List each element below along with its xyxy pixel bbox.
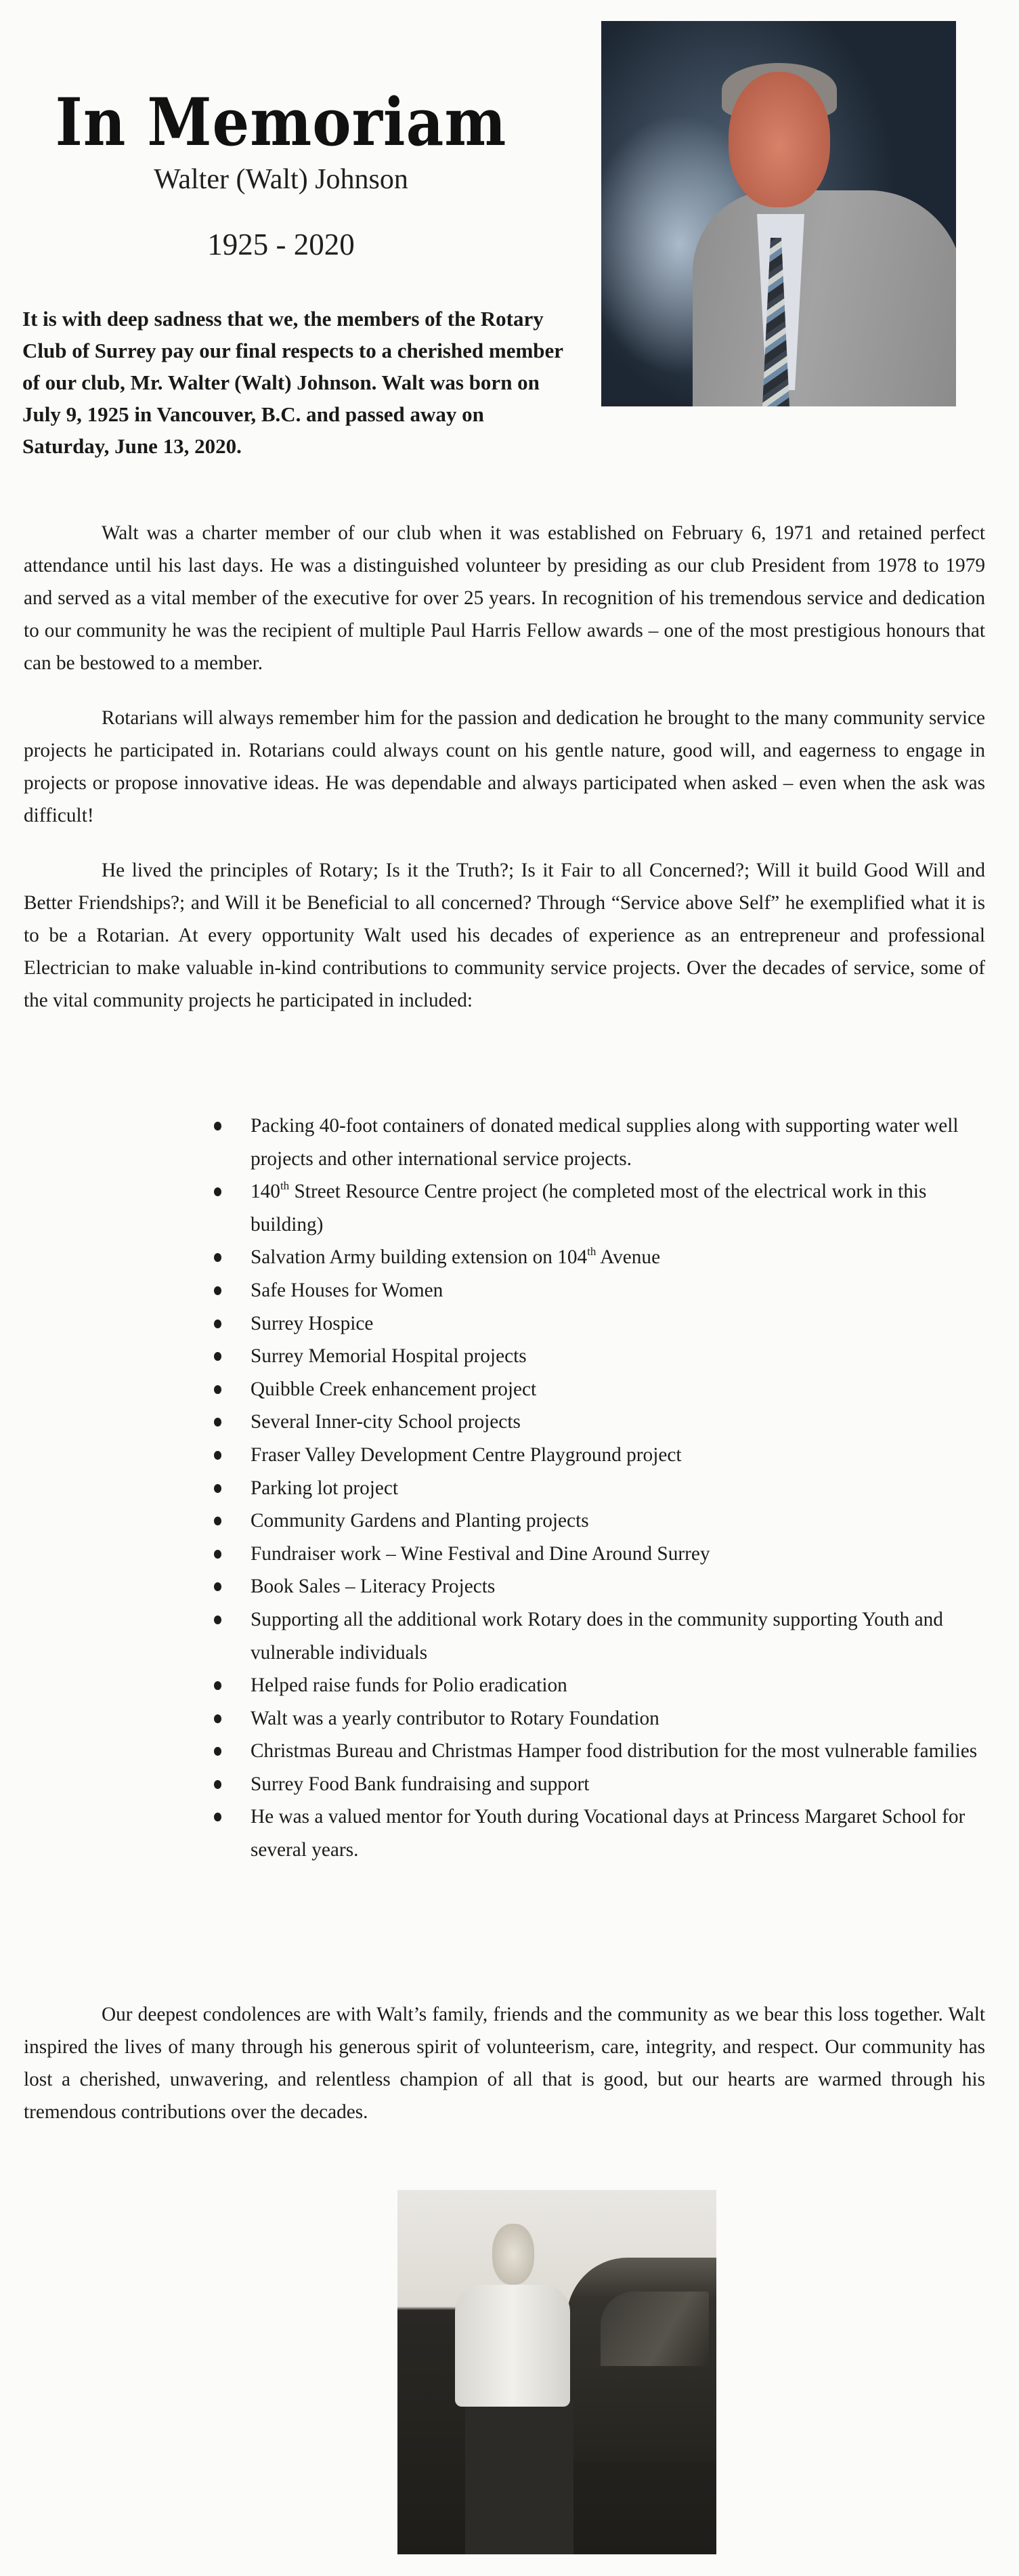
bullet-icon: [214, 1451, 221, 1460]
project-list-item: [210, 1307, 989, 1340]
portrait-face: [729, 72, 830, 207]
portrait-photo: [601, 21, 956, 406]
life-dates: 1925 - 2020: [207, 228, 355, 261]
bullet-icon: [214, 1286, 221, 1295]
project-list-item: [210, 1800, 989, 1866]
bullet-icon: [214, 1319, 221, 1328]
bullet-icon: [214, 1122, 221, 1131]
project-text: Several Inner-city School projects: [251, 1411, 521, 1433]
ordinal-suffix: th: [280, 1179, 290, 1193]
project-list-item: [210, 1439, 989, 1472]
project-list-item: [210, 1702, 989, 1735]
project-list-item: [210, 1340, 989, 1373]
project-text: He was a valued mentor for Youth during Vocational days at Princess Margaret School for several years.: [251, 1806, 966, 1861]
project-list-item: [210, 1538, 989, 1571]
project-text: Community Gardens and Planting projects: [251, 1510, 589, 1532]
bullet-icon: [214, 1582, 221, 1591]
project-text: Parking lot project: [251, 1477, 399, 1499]
project-list-item: [210, 1504, 989, 1538]
project-text: Surrey Food Bank fundraising and support: [251, 1773, 590, 1795]
project-list-item: [210, 1241, 989, 1274]
closing-section: [24, 1998, 985, 2151]
figure-trousers: [465, 2400, 573, 2554]
project-text: Avenue: [596, 1246, 661, 1269]
vintage-photo: [397, 2190, 716, 2554]
bullet-icon: [214, 1616, 221, 1624]
bullet-icon: [214, 1780, 221, 1789]
paragraph-charter-member: Walt was a charter member of our club when it was established on February 6, 1971 and retained perfect attendance until his last days. He was a distinguished volunteer by presiding as our club President from 1978 to 1979 and served as a vital member of the executive for over 25 years. In recognition of his tremendous service and dedication to our community he was the recipient of multiple Paul Harris Fellow awards – one of the most prestigious honours that can be bestowed to a member.: [24, 522, 985, 674]
project-text: Street Resource Centre project (he completed most of the electrical work in this building): [251, 1181, 927, 1236]
project-list-item: [210, 1735, 989, 1768]
project-text: Walt was a yearly contributor to Rotary Foundation: [251, 1707, 659, 1729]
project-text: Surrey Memorial Hospital projects: [251, 1345, 527, 1368]
honoree-name: Walter (Walt) Johnson: [154, 164, 408, 195]
bullet-icon: [214, 1253, 221, 1262]
paragraph-condolences: Our deepest condolences are with Walt’s family, friends and the community as we bear this loss together. Walt inspired the lives of many through his generous spirit of volunteerism, care, integrity, and respect. Our community has lost a cherished, unwavering, and relentless champion of all that is good, but our hearts are warmed through his tremendous contributions over the decades.: [24, 2004, 985, 2123]
project-list-item: [210, 1175, 989, 1241]
bullet-icon: [214, 1517, 221, 1525]
project-list-item: [210, 1373, 989, 1406]
bullet-icon: [214, 1714, 221, 1723]
figure-head: [492, 2224, 534, 2285]
car-window: [601, 2292, 709, 2366]
project-list-item: [210, 1110, 989, 1175]
project-list-item: [210, 1603, 989, 1669]
paragraph-principles: He lived the principles of Rotary; Is it the Truth?; Is it Fair to all Concerned?; Will it build Good Will and Better Friendships?; and Will it be Beneficial to all concerned? Through “Service above Self” he exemplified what it is to be a Rotarian. At every opportunity Walt used his decades of experience as an entrepreneur and professional Electrician to make valuable in-kind contributions to community service projects. Over the decades of service, some of the vital community projects he participated in included:: [24, 860, 985, 1011]
project-list-item: [210, 1472, 989, 1505]
project-text: Book Sales – Literacy Projects: [251, 1576, 496, 1598]
bullet-icon: [214, 1187, 221, 1196]
bullet-icon: [214, 1484, 221, 1493]
bullet-icon: [214, 1681, 221, 1690]
project-text: Helped raise funds for Polio eradication: [251, 1674, 567, 1697]
bullet-icon: [214, 1747, 221, 1756]
projects-list: [210, 1110, 989, 1867]
figure-shirt: [455, 2285, 570, 2407]
project-text: Supporting all the additional work Rotary does in the community supporting Youth and vulnerable individuals: [251, 1608, 943, 1664]
bullet-icon: [214, 1385, 221, 1394]
bullet-icon: [214, 1418, 221, 1427]
project-text: Packing 40-foot containers of donated medical supplies along with supporting water well projects and other international service projects.: [251, 1115, 959, 1170]
bullet-icon: [214, 1813, 221, 1821]
project-list-item: [210, 1669, 989, 1702]
project-list-item: [210, 1768, 989, 1801]
project-list-item: [210, 1274, 989, 1307]
project-text: 140: [251, 1181, 280, 1203]
bullet-icon: [214, 1550, 221, 1559]
project-text: Salvation Army building extension on 104: [251, 1246, 588, 1269]
project-text: Christmas Bureau and Christmas Hamper food distribution for the most vulnerable families: [251, 1740, 978, 1762]
portrait-suit: [693, 190, 956, 406]
project-text: Fraser Valley Development Centre Playground project: [251, 1443, 682, 1466]
project-list-item: [210, 1570, 989, 1603]
project-text: Fundraiser work – Wine Festival and Dine Around Surrey: [251, 1542, 710, 1565]
project-text: Quibble Creek enhancement project: [251, 1378, 537, 1400]
project-list-item: [210, 1406, 989, 1439]
biography: [24, 517, 985, 1039]
project-text: Safe Houses for Women: [251, 1279, 443, 1301]
ordinal-suffix: th: [587, 1245, 597, 1259]
paragraph-remembrance: Rotarians will always remember him for the passion and dedication he brought to the many community service projects he participated in. Rotarians could always count on his gentle nature, good will, and eagerness to engage in projects or propose innovative ideas. He was dependable and always participated when asked – even when the ask was difficult!: [24, 707, 985, 826]
intro-statement: It is with deep sadness that we, the members of the Rotary Club of Surrey pay our final respects to a cherished member of our club, Mr. Walter (Walt) Johnson. Walt was born on July 9, 1925 in Vancouver, B.C. and passed away on Saturday, June 13, 2020.: [22, 307, 563, 458]
bullet-icon: [214, 1352, 221, 1361]
project-text: Surrey Hospice: [251, 1312, 374, 1334]
page-title: In Memoriam: [55, 84, 507, 161]
